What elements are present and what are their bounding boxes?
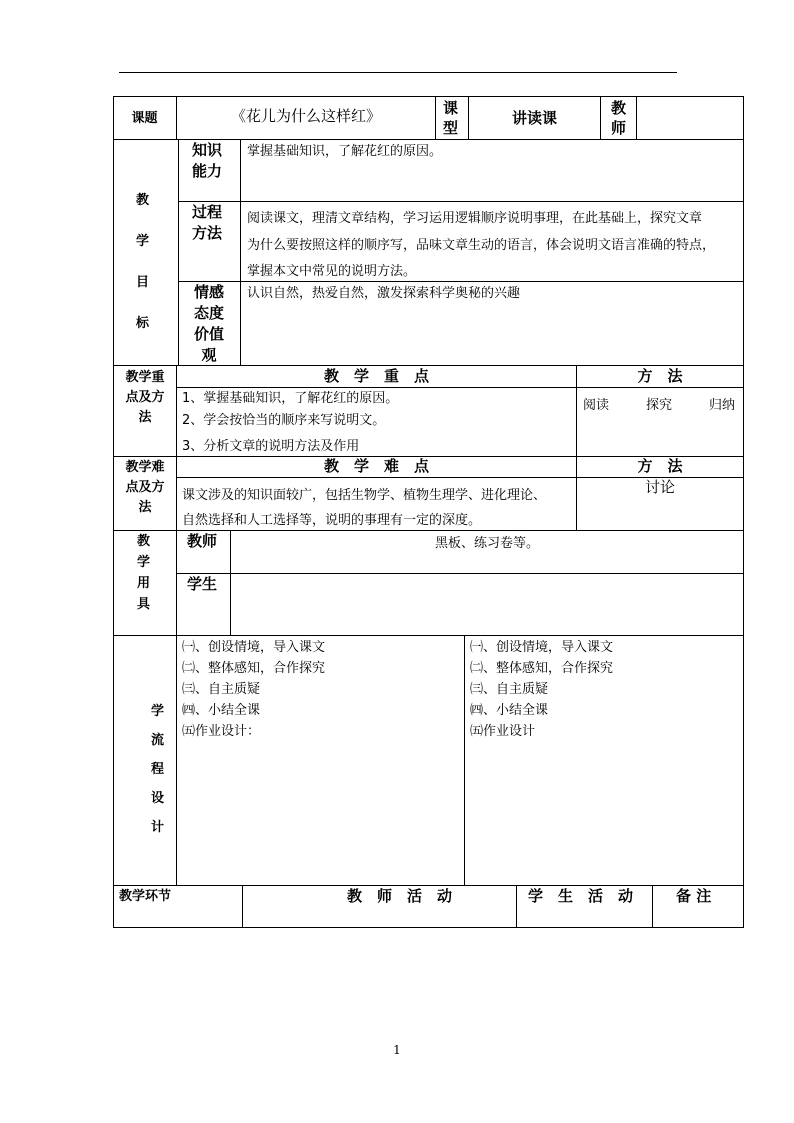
key-points-method-header: 方 法 bbox=[637, 367, 683, 385]
remark-header: 备 注 bbox=[676, 887, 712, 905]
difficulty-line-2: 自然选择和人工选择等，说明的事理有一定的深度。 bbox=[182, 513, 482, 528]
key-point-2: 2、学会按恰当的顺序来写说明文。 bbox=[182, 413, 386, 428]
key-points-label-line-2: 点及方 bbox=[125, 390, 165, 405]
difficulties-label-line-3: 法 bbox=[138, 500, 152, 515]
difficulties-method-header: 方 法 bbox=[637, 457, 683, 475]
emotion-label-line-3: 价值 bbox=[193, 325, 224, 343]
topic-label: 课题 bbox=[131, 111, 158, 126]
key-points-label-line-3: 法 bbox=[138, 410, 152, 425]
tools-section-label: 教学用具 bbox=[137, 534, 151, 612]
flow-right-item-2: ㈡、整体感知，合作探究 bbox=[470, 661, 614, 676]
flow-right-item-3: ㈢、自主质疑 bbox=[470, 682, 549, 697]
header-rule bbox=[119, 72, 677, 73]
process-line-1: 阅读课文，理清文章结构，学习运用逻辑顺序说明事理，在此基础上，探究文章 bbox=[247, 211, 703, 226]
difficulties-label-line-2: 点及方 bbox=[125, 480, 165, 495]
key-method-1: 阅读 bbox=[583, 398, 610, 413]
emotion-label bbox=[186, 282, 232, 366]
difficulties-header: 教 学 难 点 bbox=[323, 457, 429, 475]
flow-left-item-1: ㈠、创设情境，导入课文 bbox=[182, 640, 326, 655]
key-point-1: 1、掌握基础知识，了解花红的原因。 bbox=[182, 391, 399, 406]
emotion-text: 认识自然，热爱自然，激发探索科学奥秘的兴趣 bbox=[247, 286, 521, 301]
knowledge-text: 掌握基础知识，了解花红的原因。 bbox=[247, 144, 443, 159]
key-method-2: 探究 bbox=[646, 398, 673, 413]
tools-teacher-label: 教师 bbox=[187, 532, 218, 550]
student-activity-header: 学 生 活 动 bbox=[528, 887, 634, 905]
key-points-label-line-1: 教学重 bbox=[125, 370, 165, 385]
difficulties-method: 讨论 bbox=[644, 478, 675, 496]
teacher-label: 教师 bbox=[611, 99, 627, 137]
objectives-section-label: 教学目标 bbox=[136, 193, 150, 331]
stage-label: 教学环节 bbox=[119, 889, 172, 904]
flow-left-item-3: ㈢、自主质疑 bbox=[182, 682, 261, 697]
flow-left-item-2: ㈡、整体感知，合作探究 bbox=[182, 661, 326, 676]
key-points-section-label bbox=[115, 368, 175, 428]
key-method-3: 归纳 bbox=[709, 398, 736, 413]
flow-right-item-4: ㈣、小结全课 bbox=[470, 703, 549, 718]
flow-right-item-1: ㈠、创设情境，导入课文 bbox=[470, 640, 614, 655]
knowledge-label: 知识能力 bbox=[192, 141, 223, 180]
tools-student-label: 学生 bbox=[187, 575, 218, 593]
process-label: 过程方法 bbox=[192, 203, 223, 242]
teacher-activity-header: 教 师 活 动 bbox=[347, 887, 453, 905]
difficulties-label-line-1: 教学难 bbox=[125, 460, 165, 475]
type-label: 课型 bbox=[443, 99, 459, 137]
emotion-label-line-2: 态度 bbox=[193, 304, 224, 322]
emotion-label-line-1: 情感 bbox=[193, 283, 224, 301]
flow-left-item-5: ㈤作业设计： bbox=[182, 724, 261, 739]
difficulties-section-label bbox=[115, 458, 175, 518]
process-line-2: 为什么要按照这样的顺序写，品味文章生动的语言，体会说明文语言准确的特点， bbox=[247, 238, 716, 253]
process-line-3: 掌握本文中常见的说明方法。 bbox=[247, 264, 417, 279]
flow-left-item-4: ㈣、小结全课 bbox=[182, 703, 261, 718]
flow-section-label: 学流程设计 bbox=[151, 704, 165, 835]
emotion-label-line-4: 观 bbox=[201, 346, 217, 364]
topic-value: 《花儿为什么这样红》 bbox=[230, 107, 381, 125]
page-number: 1 bbox=[393, 1043, 401, 1057]
difficulty-line-1: 课文涉及的知识面较广，包括生物学、植物生理学、进化理论、 bbox=[182, 488, 547, 503]
key-point-3: 3、分析文章的说明方法及作用 bbox=[182, 439, 360, 454]
tools-teacher-value: 黑板、练习卷等。 bbox=[434, 536, 539, 551]
key-points-header: 教 学 重 点 bbox=[323, 367, 429, 385]
flow-right-item-5: ㈤作业设计 bbox=[470, 724, 536, 739]
type-value: 讲读课 bbox=[511, 109, 557, 127]
